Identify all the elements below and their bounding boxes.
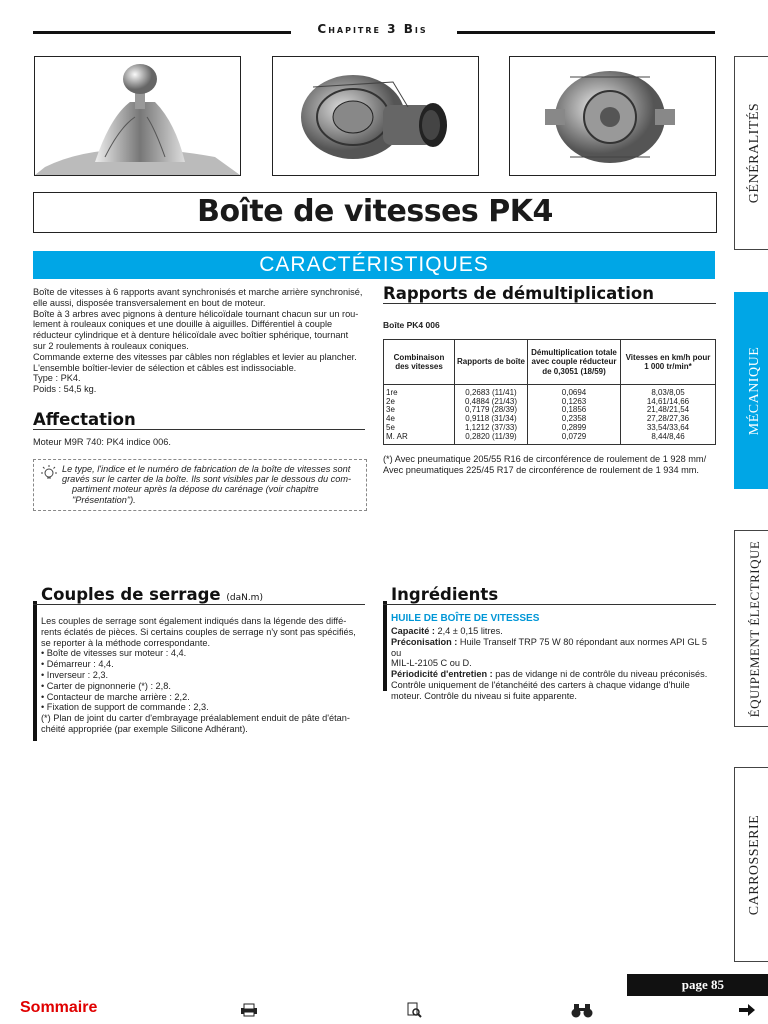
- header-rule-right: [457, 31, 715, 34]
- table-row: 5e 1,1212 (37/33) 0,2899 33,54/33,64: [384, 424, 716, 433]
- ratios-table: [383, 339, 716, 445]
- title-box: [33, 192, 717, 233]
- couples-bar: [33, 601, 37, 741]
- rapports-heading: Rapports de démultiplication: [383, 284, 654, 303]
- couples-rule: [33, 604, 365, 605]
- couples-heading-text: Couples de serrage: [41, 585, 221, 604]
- ingredients-subheading: HUILE DE BOÎTE DE VITESSES: [391, 613, 540, 624]
- table-header-cell: Démultiplication totale avec couple réducteur de 0,3051 (18/59): [528, 340, 621, 385]
- lightbulb-icon: [38, 463, 60, 485]
- affectation-heading: Affectation: [33, 410, 136, 429]
- page-number: page 85: [681, 977, 724, 992]
- header-rule-left: [33, 31, 291, 34]
- table-header-row: [384, 340, 716, 385]
- tab-generalites-label: GÉNÉRALITÉS: [747, 102, 762, 204]
- ingredient-line: moteur. Contrôle du niveau si fuite apparente.: [391, 690, 577, 701]
- page-title: Boîte de vitesses PK4: [197, 194, 553, 229]
- table-row: M. AR 0,2820 (11/39) 0,0729 8,44/8,46: [384, 433, 716, 445]
- ingredients-text: [391, 626, 717, 702]
- document-search-icon[interactable]: [406, 1002, 422, 1018]
- affectation-rule: [33, 429, 365, 430]
- tab-equipement-electrique[interactable]: [734, 530, 768, 727]
- note-box: [33, 459, 367, 511]
- page-number-box: [627, 974, 768, 996]
- rapports-rule: [383, 303, 716, 304]
- next-arrow-icon[interactable]: [738, 1003, 756, 1017]
- tab-carrosserie[interactable]: [734, 767, 768, 962]
- couples-unit: (daN.m): [226, 593, 263, 603]
- ingredients-bar: [383, 601, 387, 691]
- tab-carrosserie-label: CARROSSERIE: [747, 814, 762, 915]
- gear-lever-illustration: [34, 56, 241, 176]
- table-header-cell: Combinaison des vitesses: [384, 340, 455, 385]
- tab-generalites[interactable]: [734, 56, 768, 250]
- differential-illustration: [509, 56, 716, 176]
- table-header-cell: Rapports de boîte: [455, 340, 528, 385]
- ingredient-line: MIL-L-2105 C ou D.: [391, 658, 472, 669]
- ingredient-line: Périodicité d'entretien : pas de vidange ni de contrôle du niveau préconisés.: [391, 669, 708, 680]
- affectation-text: Moteur M9R 740: PK4 indice 006.: [33, 437, 171, 447]
- box-label: Boîte PK4 006: [383, 320, 440, 330]
- chapter-label: Chapitre 3 Bis: [317, 22, 428, 36]
- table-row: 1re 0,2683 (11/41) 0,0694 8,03/8,05: [384, 385, 716, 398]
- ingredient-line: Préconisation : Huile Tranself TRP 75 W 80 répondant aux normes API GL 5 ou: [391, 636, 707, 658]
- section-banner-label: CARACTÉRISTIQUES: [259, 253, 489, 276]
- table-footnote: (*) Avec pneumatique 205/55 R16 de circonférence de roulement de 1 928 mm/ Avec pneumatiques 225/45 R17 de circonférence de roulement de 1 934 mm.: [383, 454, 707, 475]
- tab-mecanique[interactable]: [734, 292, 768, 489]
- note-text: Le type, l'indice et le numéro de fabrication de la boîte de vitesses sont gravés sur le carter de la boîte. Ils sont visibles par le dessous du com- partiment moteur après la dépose du carénage (voir chapitre "Présentation").: [62, 464, 352, 505]
- sommaire-link[interactable]: Sommaire: [20, 999, 98, 1016]
- table-row: 2e 0,4884 (21/43) 0,1263 14,61/14,66: [384, 398, 716, 407]
- binoculars-icon[interactable]: [571, 1002, 593, 1018]
- ingredient-line: Contrôle uniquement de l'étanchéité des carters à chaque vidange d'huile: [391, 679, 690, 690]
- printer-icon[interactable]: [240, 1003, 258, 1017]
- ingredient-line: Capacité : 2,4 ± 0,15 litres.: [391, 626, 503, 636]
- table-row: 4e 0,9118 (31/34) 0,2358 27,28/27,36: [384, 415, 716, 424]
- tab-equipement-electrique-label: ÉQUIPEMENT ÉLECTRIQUE: [747, 540, 762, 717]
- section-banner: [33, 251, 715, 279]
- couples-heading: [41, 585, 263, 604]
- table-header-cell: Vitesses en km/h pour 1 000 tr/min*: [621, 340, 716, 385]
- table-row: 3e 0,7179 (28/39) 0,1856 21,48/21,54: [384, 406, 716, 415]
- gearbox-illustration: [272, 56, 479, 176]
- ingredients-heading: Ingrédients: [391, 585, 499, 604]
- couples-text: Les couples de serrage sont également indiqués dans la légende des diffé- rents éclatés de pièces. Si certains couples de serrage n'y sont pas spécifiés, se reporter à la méthode correspondante. • Boîte de vitesses sur moteur : 4,4. • Démarreur : 4,4. • Inverseur : 2,3. • Carter de pignonnerie (*) : 2,8. • Contacteur de marche arrière : 2,2. • Fixation de support de commande : 2,3. (*) Plan de joint du carter d'embrayage préalablement enduit de pâte d'étan- chéité appropriée (par exemple Silicone Adhérant).: [41, 616, 356, 734]
- ingredients-rule: [383, 604, 716, 605]
- tab-mecanique-label: MÉCANIQUE: [747, 346, 762, 435]
- intro-text: Boîte de vitesses à 6 rapports avant synchronisés et marche arrière synchronisé, elle aussi, disposée transversalement en bout de moteur. Boîte à 3 arbres avec pignons à denture hélicoïdale tournant chacun sur un rou- lement à rouleaux coniques et une douille à aiguilles. Différentiel à couple réducteur cylindrique et à denture hélicoïdale avec boîtier sphérique, tournant sur 2 roulements à rouleaux coniques. Commande externe des vitesses par câbles non réglables et levier au plancher. L'ensemble boîtier-levier de sélection et câbles est indissociable. Type : PK4. Poids : 54,5 kg.: [33, 287, 363, 395]
